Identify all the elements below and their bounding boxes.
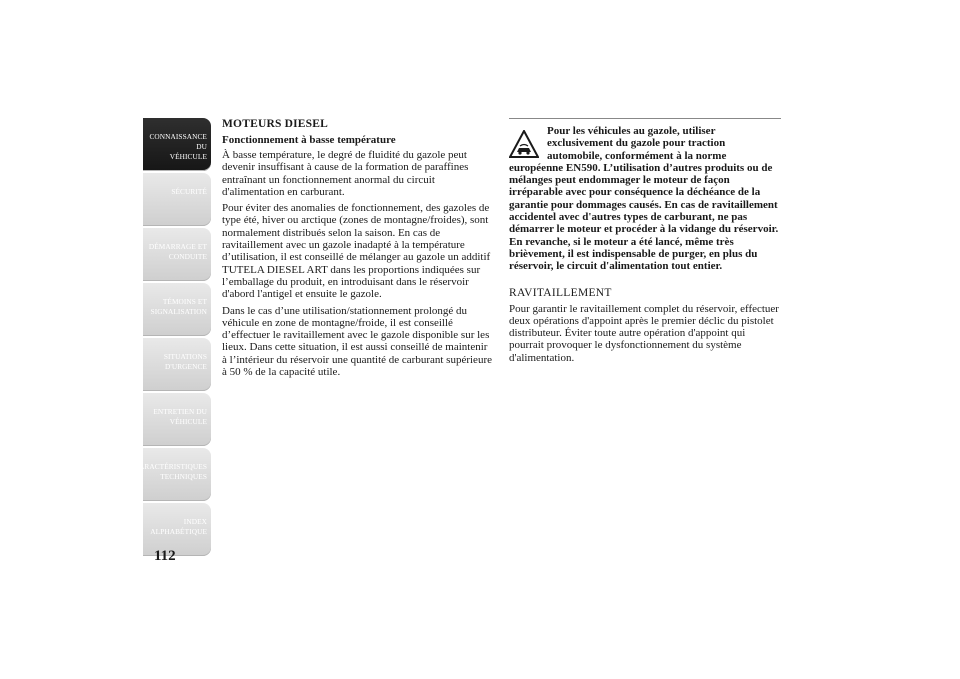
tab-label: CARACTÉRISTIQUES TECHNIQUES xyxy=(134,462,207,481)
paragraph: Dans le cas d’une utilisation/stationnement prolongé du véhicule en zone de montagne/froide, il est conseillé d’effectuer le ravitaillement avec le gazole disponible sur les lieux. Dans cette situation, il est aussi conseillé de maintenir à l’intérieur du réservoir une quantité de carburant supérieure à 50 % de la capacité utile. xyxy=(222,304,492,379)
left-column xyxy=(222,118,492,382)
tab-label: TÉMOINS ET SIGNALISATION xyxy=(150,297,207,316)
tab-caracteristiques-techniques[interactable] xyxy=(134,448,211,501)
subsection-title: Fonctionnement à basse température xyxy=(222,134,396,146)
section-title-moteurs-diesel: MOTEURS DIESEL xyxy=(222,118,329,130)
paragraph: À basse température, le degré de fluidité du gazole peut devenir insuffisant à cause de la formation de paraffines entraînant un fonctionnement anormal du circuit d'alimentation en carburant. xyxy=(222,149,469,198)
tab-label: DÉMARRAGE ET CONDUITE xyxy=(148,242,207,261)
tab-label: INDEX ALPHABÉTIQUE xyxy=(150,517,207,536)
tab-entretien-du-vehicule[interactable] xyxy=(143,393,211,446)
chapter-tabs xyxy=(134,118,211,558)
right-column xyxy=(509,118,781,368)
tab-label: SÉCURITÉ xyxy=(171,187,207,196)
tab-connaissance-du-vehicule[interactable] xyxy=(143,118,211,171)
warning-top-rule xyxy=(509,118,781,119)
tab-demarrage-et-conduite[interactable] xyxy=(143,228,211,281)
tab-temoins-et-signalisation[interactable] xyxy=(143,283,211,336)
section-title-ravitaillement: RAVITAILLEMENT xyxy=(509,286,612,299)
tab-label: ENTRETIEN DU VÉHICULE xyxy=(153,407,207,426)
paragraph: Pour garantir le ravitaillement complet du réservoir, effectuer deux opérations d'appoint après le premier déclic du pistolet distributeur. Éviter toute autre opération d'appoint qui pourrait provoquer le dysfonctionnement du système d'alimentation. xyxy=(509,302,779,364)
warning-car-icon xyxy=(509,129,539,159)
warning-box xyxy=(509,125,781,273)
paragraph: Pour éviter des anomalies de fonctionnement, des gazoles de type été, hiver ou arctique (zones de montagne/froides), sont normalement distribués selon la saison. En cas de ravitaillement avec un gazole inadapté à la température d’utilisation, il est conseillé de mélanger au gazole un additif TUTELA DIESEL ART dans les proportions indiquées sur l’emballage du produit, en introduisant dans le réservoir d'abord l'antigel et ensuite le gazole. xyxy=(222,202,491,301)
tab-label: SITUATIONS D'URGENCE xyxy=(163,352,207,371)
tab-securite[interactable] xyxy=(143,173,211,226)
page-number: 112 xyxy=(154,548,176,564)
warning-text: Pour les véhicules au gazole, utiliser exclusivement du gazole pour traction automobile, conformément à la norme européenne EN590. L’utilisation d’autres produits ou de mélanges peut endommager le moteur de façon irréparable avec pour conséquence la déchéance de la garantie pour dommages causés. En cas de ravitaillement accidentel avec d'autres types de carburant, ne pas démarrer le moteur et procéder à la vidange du réservoir. En revanche, si le moteur a été lancé, même très brièvement, il est indispensable de purger, en plus du réservoir, le circuit d'alimentation tout entier. xyxy=(509,125,779,273)
tab-label: CONNAISSANCE DU VÉHICULE xyxy=(149,132,207,161)
tab-situations-d-urgence[interactable] xyxy=(143,338,211,391)
